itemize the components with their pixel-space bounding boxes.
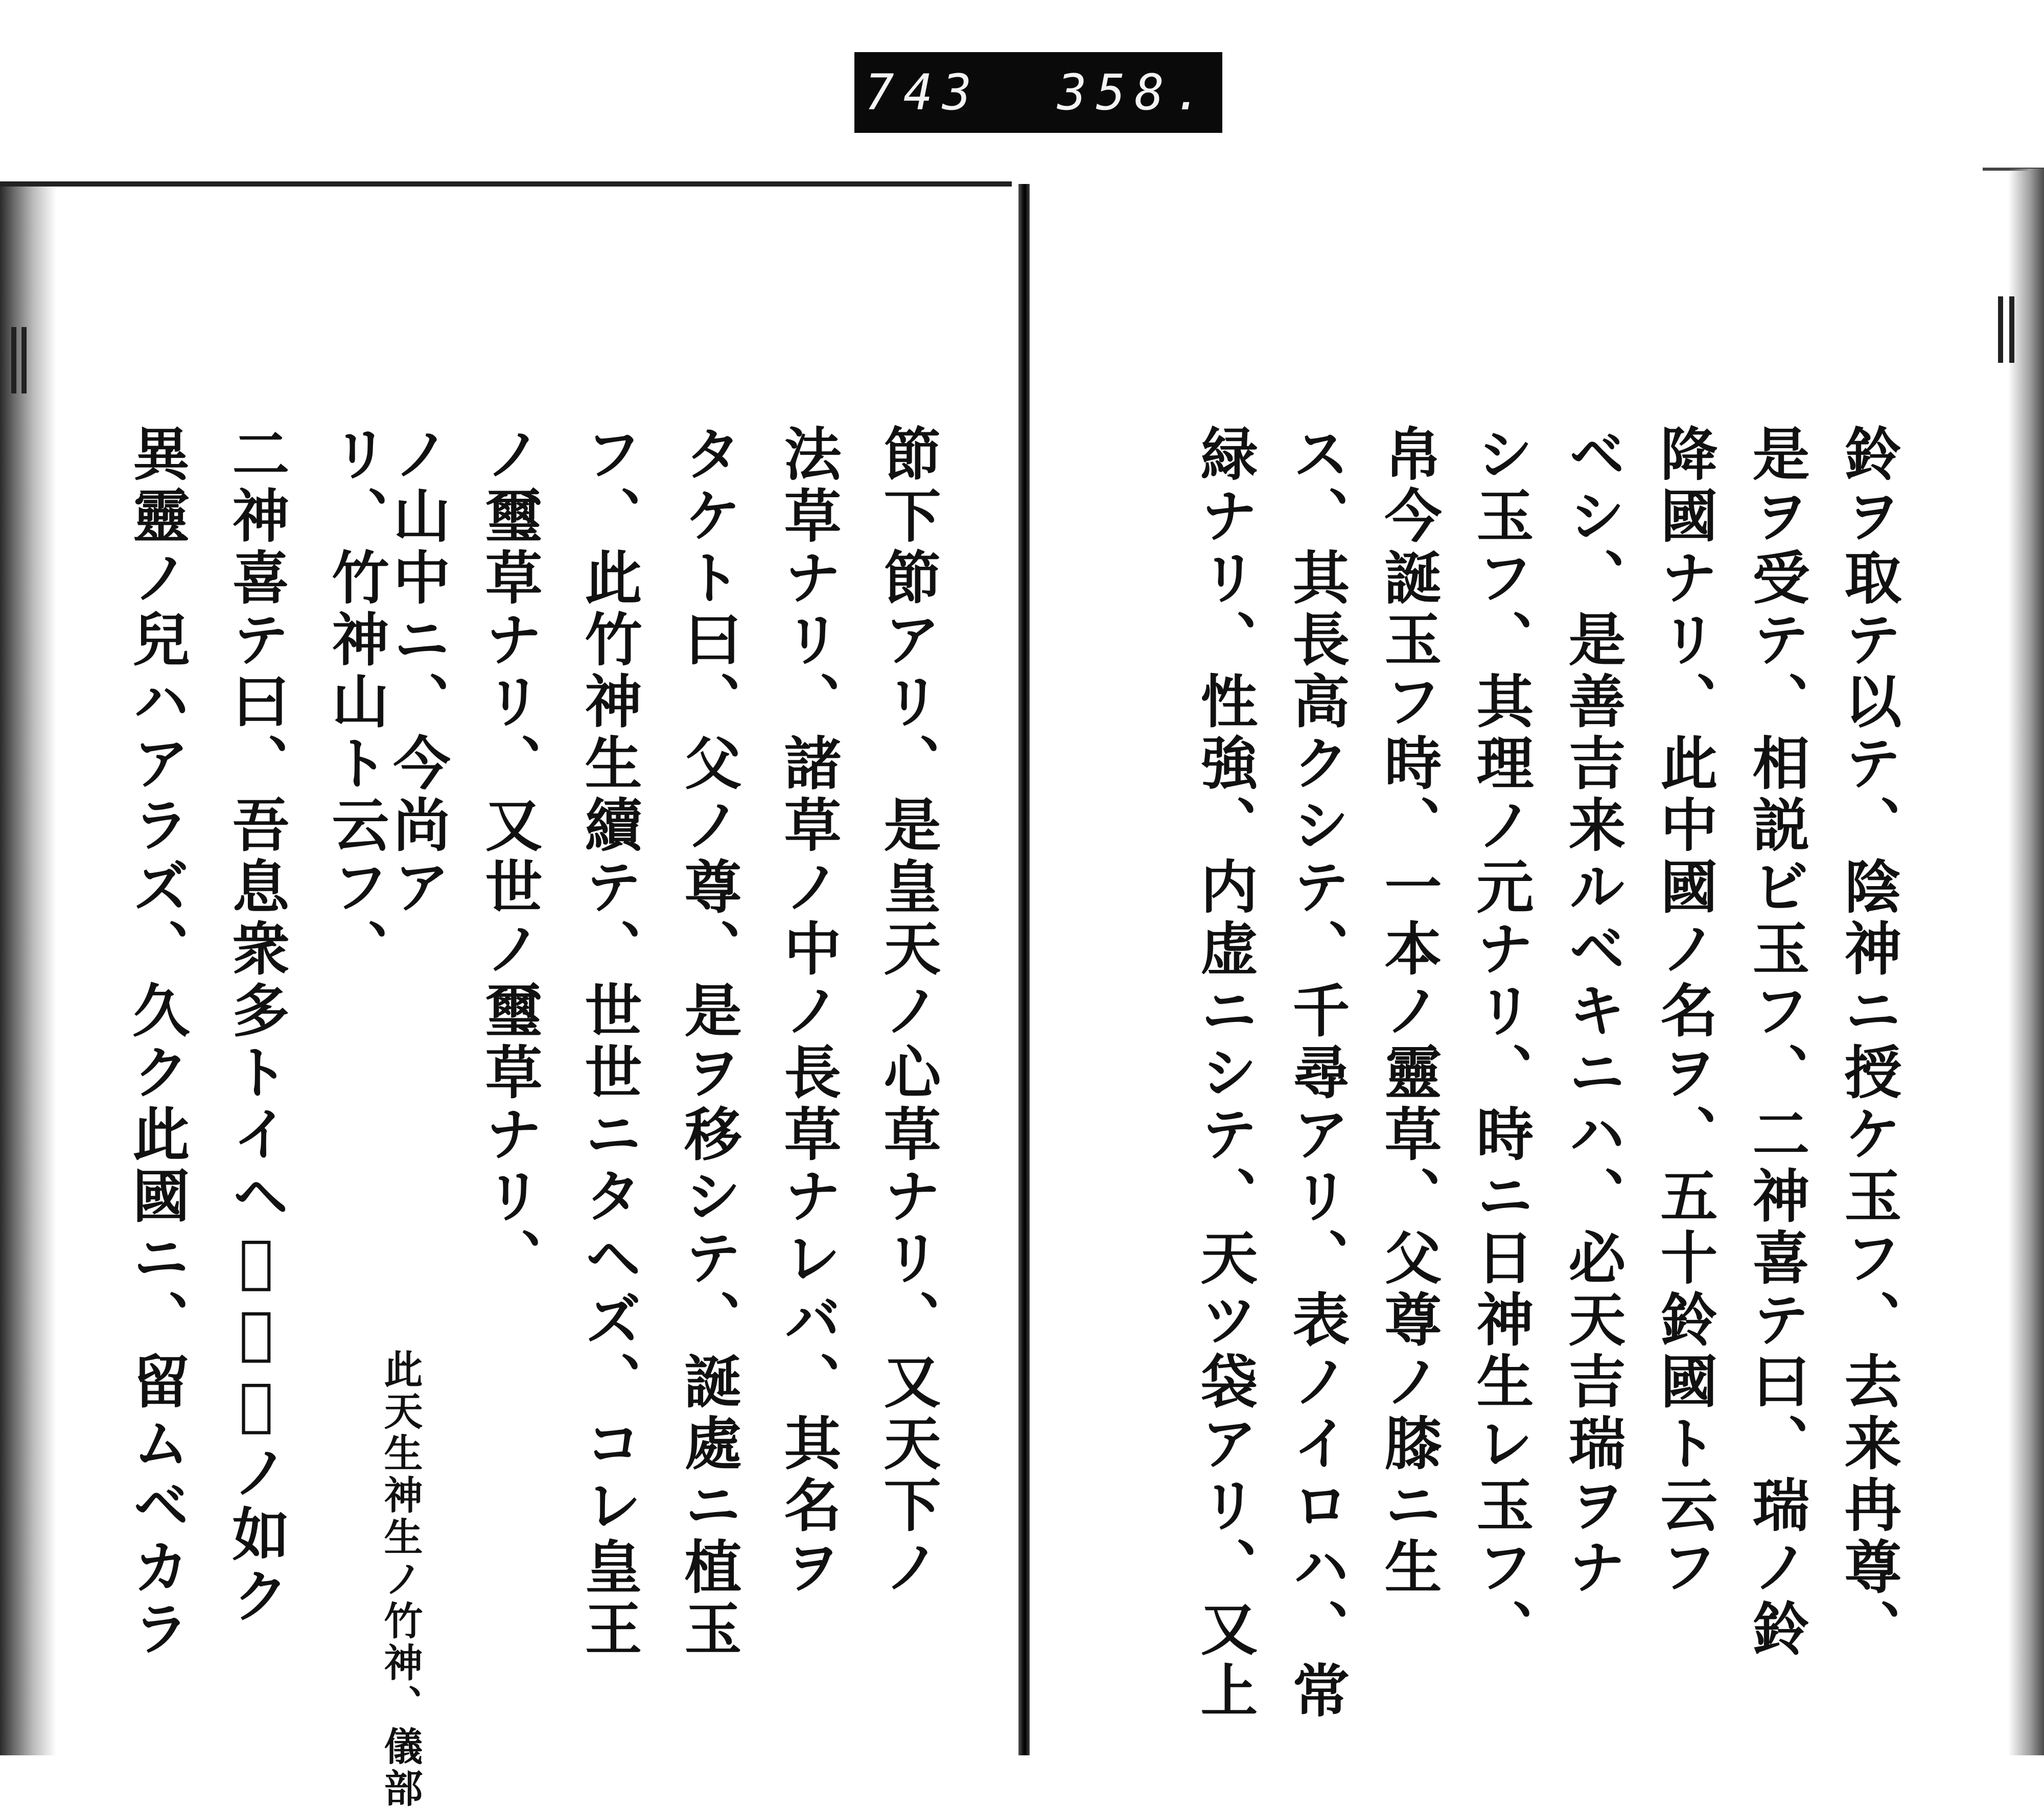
text-column: フ、此竹神生續テ、世世ニタヘズ、コレ皇王: [575, 424, 642, 1661]
right-margin-mark: [1998, 296, 2003, 363]
text-column: 異靈ノ兒ハアラズ、久ク此國ニ、留ムベカラ: [123, 424, 190, 1661]
text-column: ベシ、是善吉来ルベキニハ、必天吉瑞ヲナ: [1559, 424, 1626, 1599]
text-column: 降國ナリ、此中國ノ名ヲ、五十鈴國ト云フ: [1651, 424, 1718, 1599]
inset-note-column: 此天生神生ノ竹神、儀部: [378, 1349, 423, 1810]
text-column: シ玉フ、其理ノ元ナリ、時ニ日神生レ玉フ、: [1467, 424, 1534, 1661]
left-margin-mark: [11, 327, 16, 393]
left-margin-mark: [21, 327, 27, 393]
text-column: 帛今誕玉フ時、一本ノ靈草、父尊ノ膝ニ生: [1375, 424, 1442, 1599]
text-column: 二神喜テ曰、吾息衆多トイヘ𪜈、此ノ如ク: [223, 424, 290, 1628]
text-column: 是ヲ受テ、相説ビ玉フ、二神喜テ曰、瑞ノ鈴: [1743, 424, 1810, 1661]
microfilm-frame-number: [854, 52, 1222, 133]
text-column: ス、其長高クシテ、千尋アリ、表ノイロハ、常: [1283, 424, 1350, 1723]
text-column: 節下節アリ、是皇天ノ心草ナリ、又天下ノ: [874, 424, 941, 1599]
right-margin-mark: [2009, 296, 2014, 363]
text-column: ノ璽草ナリ、又世ノ璽草ナリ、: [476, 424, 543, 1290]
left-page: [123, 424, 1002, 1810]
text-column: ノ山中ニ、今尚ア: [384, 424, 451, 919]
text-column: 緑ナリ、性強、内虚ニシテ、天ツ袋アリ、又上: [1191, 424, 1258, 1723]
text-column: 鈴ヲ取テ以テ、陰神ニ授ケ玉フ、去来冉尊、: [1835, 424, 1902, 1661]
right-edge-shadow: [2008, 169, 2044, 1755]
right-page: [1104, 424, 1942, 1755]
text-column: タケト曰、父ノ尊、是ヲ移シテ、誕處ニ植玉: [675, 424, 742, 1661]
reel-number: 743: [865, 64, 981, 121]
text-column: リ、竹神山ト云フ、: [322, 424, 389, 981]
book-spine: [1018, 184, 1030, 1755]
left-page-top-edge: [0, 181, 1012, 187]
text-column: 法草ナリ、諸草ノ中ノ長草ナレバ、其名ヲ: [775, 424, 842, 1599]
left-binding-shadow: [0, 187, 56, 1755]
frame-number: 358.: [1057, 64, 1212, 121]
